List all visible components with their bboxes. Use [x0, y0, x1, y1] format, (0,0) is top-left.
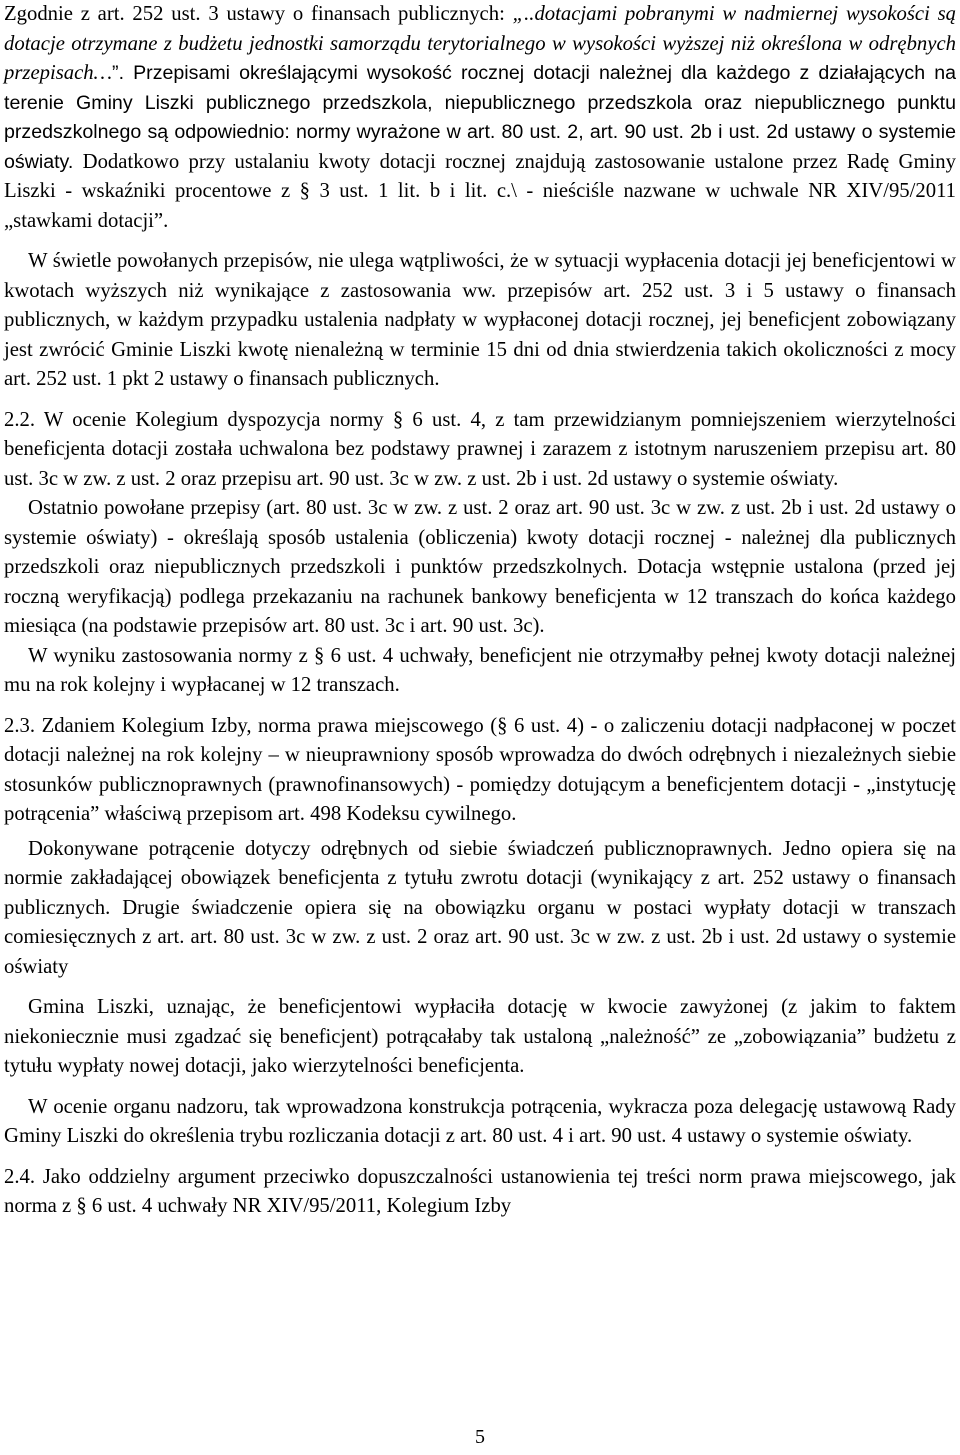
paragraph-overpayment: W świetle powołanych przepisów, nie ulega wątpliwości, że w sytuacji wypłacenia dotacji jej beneficjentowi w kwotach wyższych niż wynikające z zastosowania ww. przepisów art. 252 ust. 3 i 5 ustawy o finansach publicznych, w każdym przypadku ustalenia nadpłaty w wypłaconej dotacji rocznej, jej beneficjent zobowiązany jest zwrócić Gminie Liszki kwotę nienależną w terminie 15 dni od dnia stwierdzenia takich okoliczności z mocy art. 252 ust. 1 pkt 2 ustawy o finansach publicznych.: [4, 250, 956, 390]
serif-continuation: Dodatkowo przy ustalaniu kwoty dotacji rocznej znajdują zastosowanie ustalone przez Radę Gminy Liszki - wskaźniki procentowe z § 3 ust. 1 lit. b i lit. c.\ - nieściśle nazwane w uchwale NR XIV/95/2011 „stawkami dotacji”.: [4, 150, 956, 232]
paragraph-gmina-liszki: Gmina Liszki, uznając, że beneficjentowi wypłaciła dotację w kwocie zawyżonej (z jakim to faktem niekoniecznie musi zgadzać się beneficjent) potrącałaby tak ustaloną „należność” ze „zobowiązania” budżetu z tytułu wypłaty nowej dotacji, jako wierzytelności beneficjenta.: [4, 996, 956, 1077]
italic-quote: „..dotacjami pobranymi w nadmiernej wysokości są dotacje otrzymane z budżetu jednostki samorządu terytorialnego w wysokości wyższej niż określona w odrębnych przepisach…: [4, 3, 957, 84]
paragraph-deduction: Dokonywane potrącenie dotyczy odrębnych od siebie świadczeń publicznoprawnych. Jedno opiera się na normie zakładającej obowiązek beneficjenta z tytułu zwrotu dotacji (wynikający z art. 252 ustawy o finansach publicznych. Drugie świadczenie opiera się na obowiązku organu w postaci wypłaty dotacji w transzach comiesięcznych z art. art. 80 ust. 3c w zw. z ust. 2 oraz art. 90 ust. 3c w zw. z ust. 2b i ust. 2d ustawy o systemie oświaty: [4, 837, 956, 978]
paragraph-supervisory-opinion: W ocenie organu nadzoru, tak wprowadzona konstrukcja potrącenia, wykracza poza delegację ustawową Rady Gminy Liszki do określenia trybu rozliczania dotacji z art. 80 ust. 4 i art. 90 ust. 4 ustawy o systemie oświaty.: [4, 1095, 956, 1147]
paragraph-2-3: 2.3. Zdaniem Kolegium Izby, norma prawa miejscowego (§ 6 ust. 4) - o zaliczeniu dotacji nadpłaconej w poczet dotacji należnej na rok kolejny – w nieuprawniony sposób wprowadza do dwóch odrębnych i niezależnych siebie stosunków publicznoprawnych (prawnofinansowych) - pomiędzy dotującym a beneficjentem dotacji - „instytucję potrącenia” właściwą przepisom art. 498 Kodeksu cywilnego.: [4, 714, 956, 825]
paragraph-2-4: 2.4. Jako oddzielny argument przeciwko dopuszczalności ustanowienia tej treści norm prawa miejscowego, jak norma z § 6 ust. 4 uchwały NR XIV/95/2011, Kolegium Izby: [4, 1165, 956, 1217]
paragraph-legal-basis: [4, 0, 956, 236]
paragraph-norm-application: W wyniku zastosowania normy z § 6 ust. 4 uchwały, beneficjent nie otrzymałby pełnej kwoty dotacji należnej mu na rok kolejny i wypłacanej w 12 transzach.: [4, 644, 956, 696]
paragraph-recent-provisions: Ostatnio powołane przepisy (art. 80 ust. 3c w zw. z ust. 2 oraz art. 90 ust. 3c w zw. z ust. 2b i ust. 2d ustawy o systemie oświaty) - określają sposób ustalenia (obliczenia) kwoty dotacji rocznej - należnej dla publicznych przedszkoli oraz niepublicznych przedszkoli i punktów przedszkolnych. Dotacja wstępnie ustalona (przed jej roczną weryfikacją) podlega przekazaniu na rachunek bankowy beneficjenta w 12 transzach do końca każdego miesiąca (na podstawie przepisów art. 80 ust. 3c i art. 90 ust. 3c).: [4, 497, 956, 637]
page-number: 5: [475, 1426, 485, 1448]
document-page: [4, 0, 956, 1222]
paragraph-2-2: 2.2. W ocenie Kolegium dyspozycja normy § 6 ust. 4, z tam przewidzianym pomniejszeniem wierzytelności beneficjenta dotacji została uchwalona bez podstawy prawnej i zarazem z istotnym naruszeniem przepisu art. 80 ust. 3c w zw. z ust. 2 oraz przepisu art. 90 ust. 3c w zw. z ust. 2b i ust. 2d ustawy o systemie oświaty.: [4, 408, 956, 490]
sans-text: ”. Przepisami określającymi wysokość rocznej dotacji należnej dla każdego z działających na terenie Gminy Liszki publicznego przedszkola, niepublicznego przedszkola oraz niepublicznego punktu przedszkolnego są odpowiednio: normy wyrażone w art. 80 ust. 2, art. 90 ust. 2b i ust. 2d ustawy o systemie oświaty.: [4, 62, 956, 173]
lead-text: Zgodnie z art. 252 ust. 3 ustawy o finansach publicznych:: [4, 3, 513, 25]
